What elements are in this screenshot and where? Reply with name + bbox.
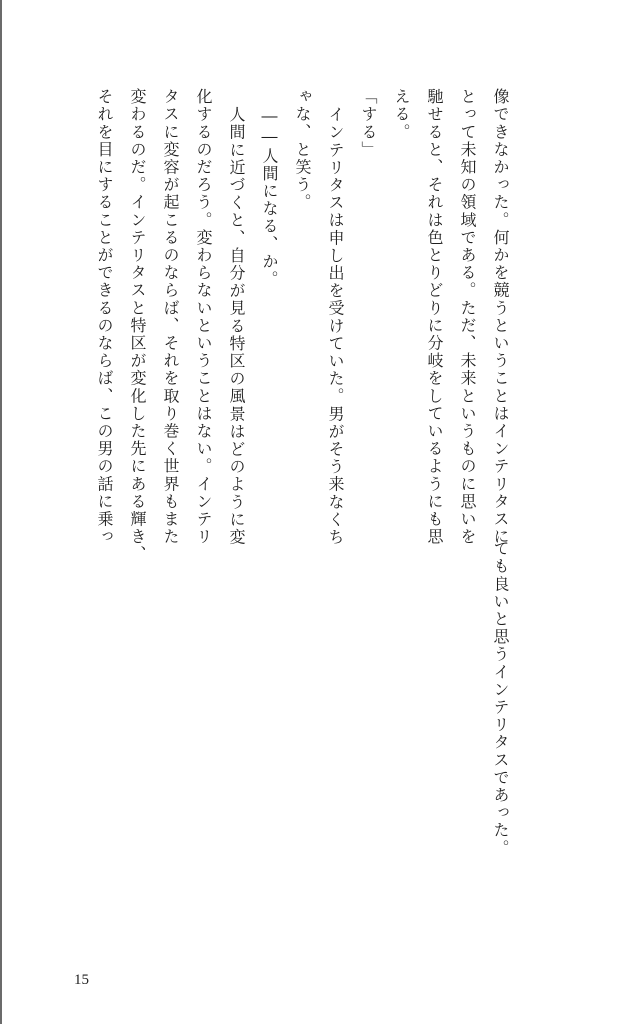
text-column-10: 化するのだろう。変わらないということはない。インテリ bbox=[194, 88, 213, 546]
text-column-5: 「する」 bbox=[359, 88, 378, 159]
text-column-1: 像できなかった。何かを競うということはインテリタスに bbox=[491, 88, 510, 546]
text-column-7: ゃな、と笑う。 bbox=[293, 88, 312, 212]
text-column-6: インテリタスは申し出を受けていた。男がそう来なくち bbox=[326, 106, 345, 546]
text-column-9: 人間に近づくと、自分が見る特区の風景はどのように変 bbox=[227, 106, 246, 546]
page-number: 15 bbox=[74, 972, 89, 988]
text-column-11: タスに変容が起こるのならば、それを取り巻く世界もまた bbox=[161, 88, 180, 546]
text-column-13: それを目にすることができるのならば、この男の話に乗っ bbox=[95, 88, 114, 546]
text-column-14: ても良いと思うインテリタスであった。 bbox=[491, 540, 510, 857]
text-column-8: ――人間になる、か。 bbox=[260, 106, 279, 288]
text-column-3: 馳せると、それは色とりどりに分岐をしているようにも思 bbox=[425, 88, 444, 546]
vertical-text-block bbox=[0, 88, 629, 948]
text-column-12: 変わるのだ。インテリタスと特区が変化した先にある輝き、 bbox=[128, 88, 147, 564]
text-column-4: える。 bbox=[392, 88, 411, 141]
text-column-2: とって未知の領域である。ただ、未来というものに思いを bbox=[458, 88, 477, 546]
